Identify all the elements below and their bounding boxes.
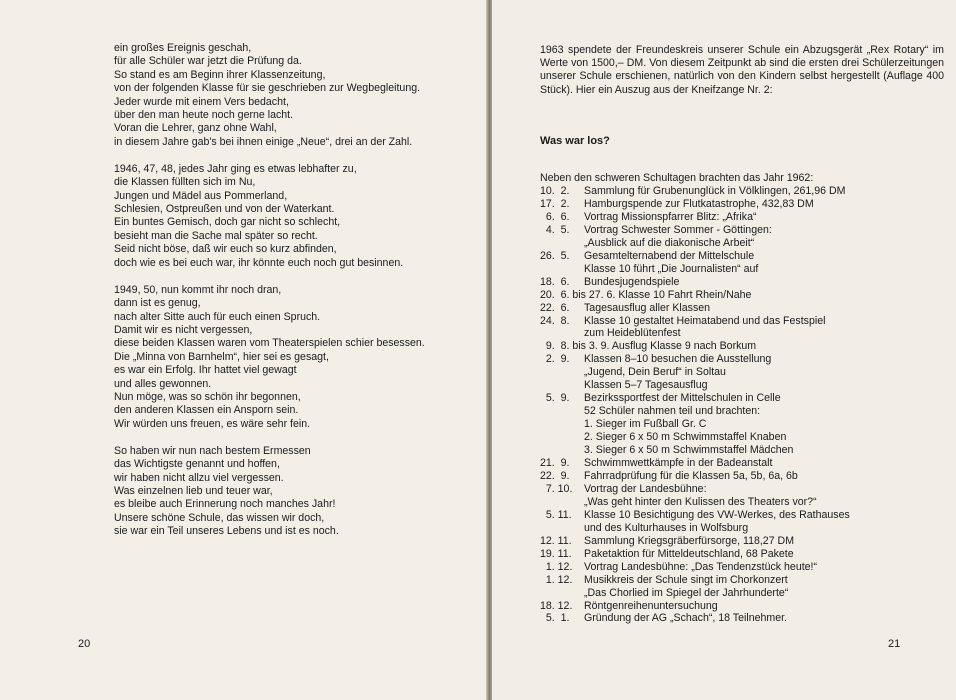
poem-stanza	[114, 445, 474, 539]
event-entry	[540, 509, 950, 535]
poem-line: Wir würden uns freuen, es wäre sehr fein.	[114, 417, 311, 430]
poem-line: für alle Schüler war jetzt die Prüfung da.	[114, 55, 302, 68]
poem-line: So stand es am Beginn ihrer Klassenzeitung,	[114, 68, 326, 81]
poem-line: 1946, 47, 48, jedes Jahr ging es etwas lebhafter zu,	[114, 162, 357, 175]
poem-line: von der folgenden Klasse für sie geschrieben zur Wegbegleitung.	[114, 82, 421, 95]
poem-line: und alles gewonnen.	[114, 377, 212, 390]
poem-line: sie war ein Teil unseres Lebens und ist es noch.	[114, 525, 339, 538]
poem-line: Voran die Lehrer, ganz ohne Wahl,	[114, 122, 277, 135]
poem-line: Damit wir es nicht vergessen,	[114, 323, 253, 336]
poem-line: diese beiden Klassen waren vom Theaterspielen schier besessen.	[114, 337, 425, 350]
event-text: und des Kulturhauses in Wolfsburg	[584, 521, 749, 534]
event-date: 1. 12.	[540, 560, 573, 573]
event-text: Bezirkssportfest der Mittelschulen in Celle	[584, 392, 781, 405]
poem-line: Schlesien, Ostpreußen und von der Waterkant.	[114, 203, 335, 216]
event-entry	[540, 198, 950, 211]
right-page	[492, 0, 956, 700]
poem-line: besieht man die Sache mal später so recht.	[114, 229, 318, 242]
section-heading: Was war los?	[540, 135, 610, 147]
event-entry	[540, 600, 950, 613]
event-date: 5. 1.	[540, 612, 570, 625]
event-text: Gesamtelternabend der Mittelschule	[584, 249, 755, 262]
poem-line: den anderen Klassen ein Ansporn sein.	[114, 404, 299, 417]
event-entry	[540, 211, 950, 224]
event-text: Gründung der AG „Schach“, 18 Teilnehmer.	[584, 612, 787, 625]
event-entry	[540, 457, 950, 470]
event-entry	[540, 289, 950, 302]
event-date: 22. 9.	[540, 469, 570, 482]
event-text: Musikkreis der Schule singt im Chorkonzert	[584, 573, 788, 586]
event-entry	[540, 535, 950, 548]
event-entry	[540, 561, 950, 574]
event-date: 22. 6.	[540, 301, 570, 314]
event-date: 20. 6. bis 27. 6. Klasse 10 Fahrt Rhein/Nahe	[540, 288, 752, 301]
event-entry	[540, 574, 950, 600]
poem-line: So haben wir nun nach bestem Ermessen	[114, 444, 311, 457]
event-text: 2. Sieger 6 x 50 m Schwimmstaffel Knaben	[584, 431, 787, 444]
event-date: 18. 6.	[540, 275, 570, 288]
event-date: 24. 8.	[540, 314, 570, 327]
event-text: Bundesjugendspiele	[584, 275, 680, 288]
event-date: 17. 2.	[540, 197, 570, 210]
event-entry	[540, 353, 950, 392]
poem-line: über den man heute noch gerne lacht.	[114, 109, 294, 122]
event-text: Klasse 10 Besichtigung des VW-Werkes, des Rathauses	[584, 508, 850, 521]
poem-line: Was einzelnen lieb und teuer war,	[114, 484, 273, 497]
event-text: Vortrag Missionspfarrer Blitz: „Afrika“	[584, 210, 757, 223]
event-entry	[540, 315, 950, 341]
poem-line: Jeder wurde mit einem Vers bedacht,	[114, 95, 289, 108]
event-text: Sammlung für Grubenunglück in Völklingen, 261,96 DM	[584, 185, 846, 197]
event-text: Klasse 10 gestaltet Heimatabend und das Festspiel	[584, 314, 826, 327]
poem-stanza	[114, 42, 474, 149]
poem-line: das Wichtigste genannt und hoffen,	[114, 458, 280, 471]
event-date: 6. 6.	[540, 210, 570, 223]
event-date: 19. 11.	[540, 547, 572, 560]
poem-line: die Klassen füllten sich im Nu,	[114, 176, 256, 189]
event-entry	[540, 612, 950, 625]
event-entry	[540, 276, 950, 289]
event-text: zum Heideblütenfest	[584, 327, 681, 340]
poem-line: 1949, 50, nun kommt ihr noch dran,	[114, 283, 282, 296]
event-date: 9. 8. bis 3. 9. Ausflug Klasse 9 nach Borkum	[540, 340, 757, 353]
event-text: Vortrag der Landesbühne:	[584, 482, 707, 495]
poem-line: Seid nicht böse, daß wir euch so kurz abfinden,	[114, 243, 337, 256]
event-date: 5. 9.	[540, 392, 570, 405]
poem-line: nach alter Sitte auch für euch einen Spruch.	[114, 310, 321, 323]
event-entry	[540, 483, 950, 509]
poem-stanza	[114, 163, 474, 270]
event-date: 12. 11.	[540, 534, 572, 547]
event-entry	[540, 392, 950, 457]
event-text: Klassen 5–7 Tagesausflug	[584, 379, 708, 392]
event-date: 18. 12.	[540, 599, 573, 612]
event-date: 5. 11.	[540, 508, 572, 521]
event-entry	[540, 185, 950, 198]
intro-paragraph: 1963 spendete der Freundeskreis unserer Schule ein Abzugsgerät „Rex Rotary“ im Werte von 1500,– DM. Von diesem Zeitpunkt ab sind die ersten drei Schülerzeitungen unserer Schule erschienen, natürlich von den Kindern selbst hergestellt (Auflage 400 Stück). Hier ein Auszug aus der Kneifzange Nr. 2:	[540, 44, 944, 96]
event-text: Sammlung Kriegsgräberfürsorge, 118,27 DM	[584, 534, 795, 547]
poem-line: wir haben nicht allzu viel vergessen.	[114, 471, 284, 484]
poem-line: Nun möge, was so schön ihr begonnen,	[114, 390, 301, 403]
event-text: 3. Sieger 6 x 50 m Schwimmstaffel Mädchen	[584, 444, 794, 457]
poem-line: es war ein Erfolg. Ihr hattet viel gewagt	[114, 364, 297, 377]
poem-line: Jungen und Mädel aus Pommerland,	[114, 189, 288, 202]
event-text: „Jugend, Dein Beruf“ in Soltau	[584, 366, 726, 379]
event-text: „Was geht hinter den Kulissen des Theaters vor?“	[584, 495, 817, 508]
event-text: „Ausblick auf die diakonische Arbeit“	[584, 236, 755, 249]
poem-line: es bleibe auch Erinnerung noch manches Jahr!	[114, 498, 336, 511]
event-text: Schwimmwettkämpfe in der Badeanstalt	[584, 457, 773, 470]
page-number-left: 20	[78, 638, 91, 650]
event-text: Röntgenreihenuntersuchung	[584, 599, 718, 612]
poem-line: dann ist es genug,	[114, 297, 201, 310]
poem-line: ein großes Ereignis geschah,	[114, 42, 252, 54]
event-date: 21. 9.	[540, 457, 570, 470]
poem-line: doch wie es bei euch war, ihr könnte euch noch gut besinnen.	[114, 256, 404, 269]
lead-line: Neben den schweren Schultagen brachten das Jahr 1962:	[540, 172, 814, 184]
event-date: 26. 5.	[540, 249, 570, 262]
event-date: 1. 12.	[540, 573, 573, 586]
poem-line: Unsere schöne Schule, das wissen wir doch,	[114, 511, 325, 524]
event-entry	[540, 548, 950, 561]
event-text: 52 Schüler nahmen teil und brachten:	[584, 405, 761, 418]
poem-stanza	[114, 284, 474, 431]
event-text: Tagesausflug aller Klassen	[584, 301, 711, 314]
poem-line: Die „Minna von Barnhelm“, hier sei es gesagt,	[114, 350, 329, 363]
event-entry	[540, 340, 950, 353]
event-date: 2. 9.	[540, 353, 570, 366]
event-text: Hamburgspende zur Flutkatastrophe, 432,83 DM	[584, 197, 814, 210]
event-text: Paketaktion für Mitteldeutschland, 68 Pakete	[584, 547, 794, 560]
event-text: Klassen 8–10 besuchen die Ausstellung	[584, 353, 772, 366]
event-entry	[540, 250, 950, 276]
page-number-right: 21	[888, 638, 901, 650]
poem-line: in diesem Jahre gab's bei ihnen einige „Neue“, drei an der Zahl.	[114, 135, 413, 148]
event-entry	[540, 224, 950, 250]
event-entry	[540, 302, 950, 315]
event-text: Fahrradprüfung für die Klassen 5a, 5b, 6a, 6b	[584, 469, 798, 482]
event-list	[540, 185, 950, 625]
event-date: 10. 2.	[540, 185, 570, 197]
event-date: 7. 10.	[540, 482, 573, 495]
event-date: 4. 5.	[540, 223, 570, 236]
event-text: Vortrag Landesbühne: „Das Tendenzstück heute!“	[584, 560, 818, 573]
event-text: „Das Chorlied im Spiegel der Jahrhunderte“	[584, 586, 789, 599]
poem	[114, 42, 474, 552]
poem-line: Ein buntes Gemisch, doch gar nicht so schlecht,	[114, 216, 341, 229]
event-text: Vortrag Schwester Sommer - Göttingen:	[584, 223, 772, 236]
event-text: Klasse 10 führt „Die Journalisten“ auf	[584, 262, 759, 275]
event-entry	[540, 470, 950, 483]
event-text: 1. Sieger im Fußball Gr. C	[584, 418, 707, 431]
